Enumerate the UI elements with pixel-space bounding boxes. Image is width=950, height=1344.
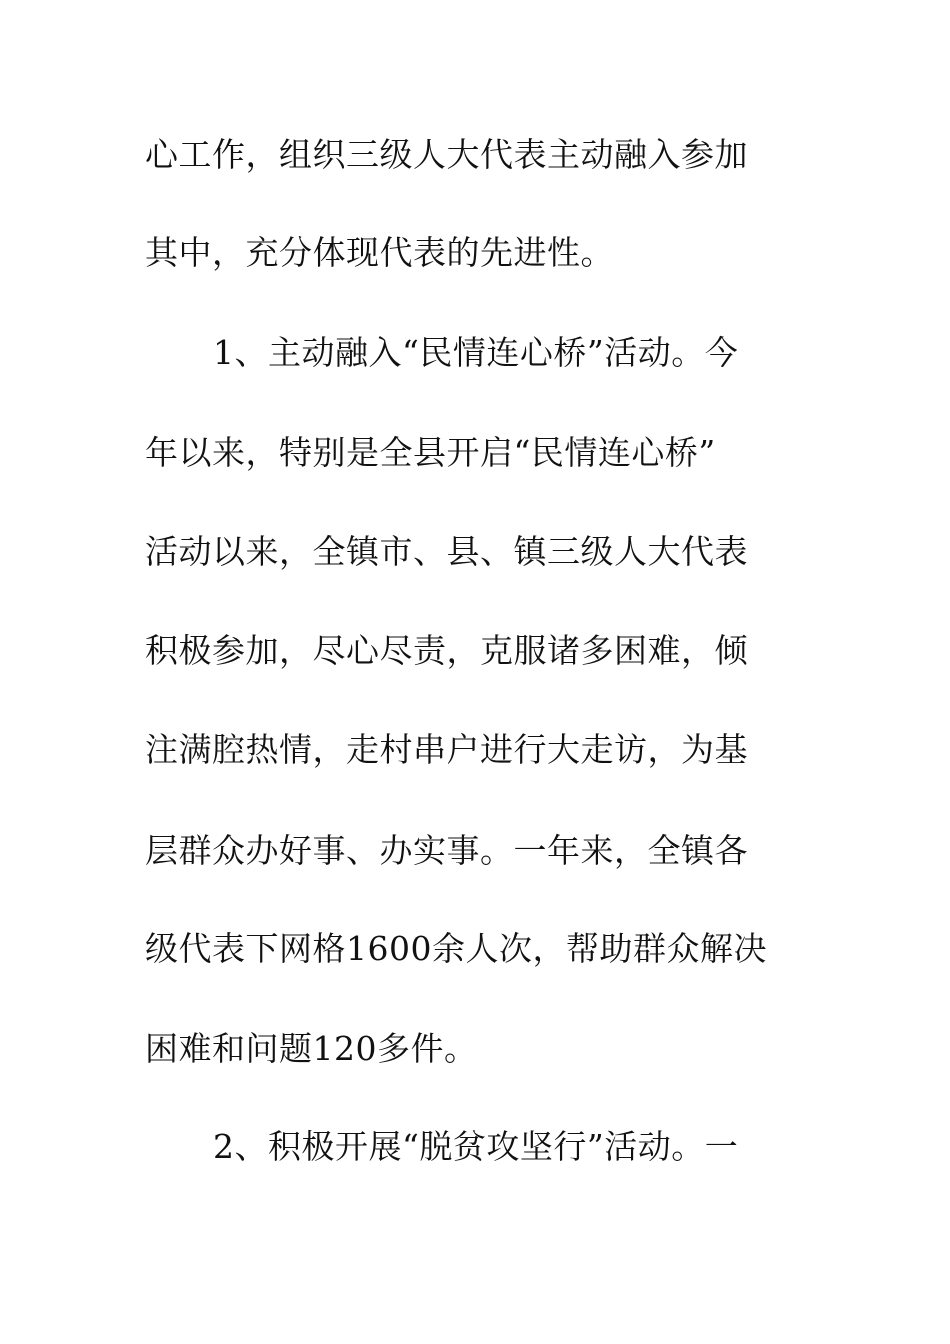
text-line-7: 注满腔热情，走村串户进行大走访，为基 <box>145 730 748 769</box>
text-line-1: 心工作，组织三级人大代表主动融入参加 <box>145 135 748 174</box>
text-line-2: 其中，充分体现代表的先进性。 <box>145 233 614 272</box>
text-line-8: 层群众办好事、办实事。一年来，全镇各 <box>145 831 748 870</box>
text-line-10: 困难和问题120多件。 <box>145 1029 478 1068</box>
paragraph-2-start: 2、积极开展“脱贫攻坚行”活动。一 <box>213 1127 739 1166</box>
text-line-5: 活动以来，全镇市、县、镇三级人大代表 <box>145 532 748 571</box>
text-line-4: 年以来，特别是全县开启“民情连心桥” <box>145 433 716 472</box>
text-line-6: 积极参加，尽心尽责，克服诸多困难，倾 <box>145 631 748 670</box>
text-line-9: 级代表下网格1600余人次，帮助群众解决 <box>145 929 767 968</box>
paragraph-1-start: 1、主动融入“民情连心桥”活动。今 <box>213 333 739 372</box>
